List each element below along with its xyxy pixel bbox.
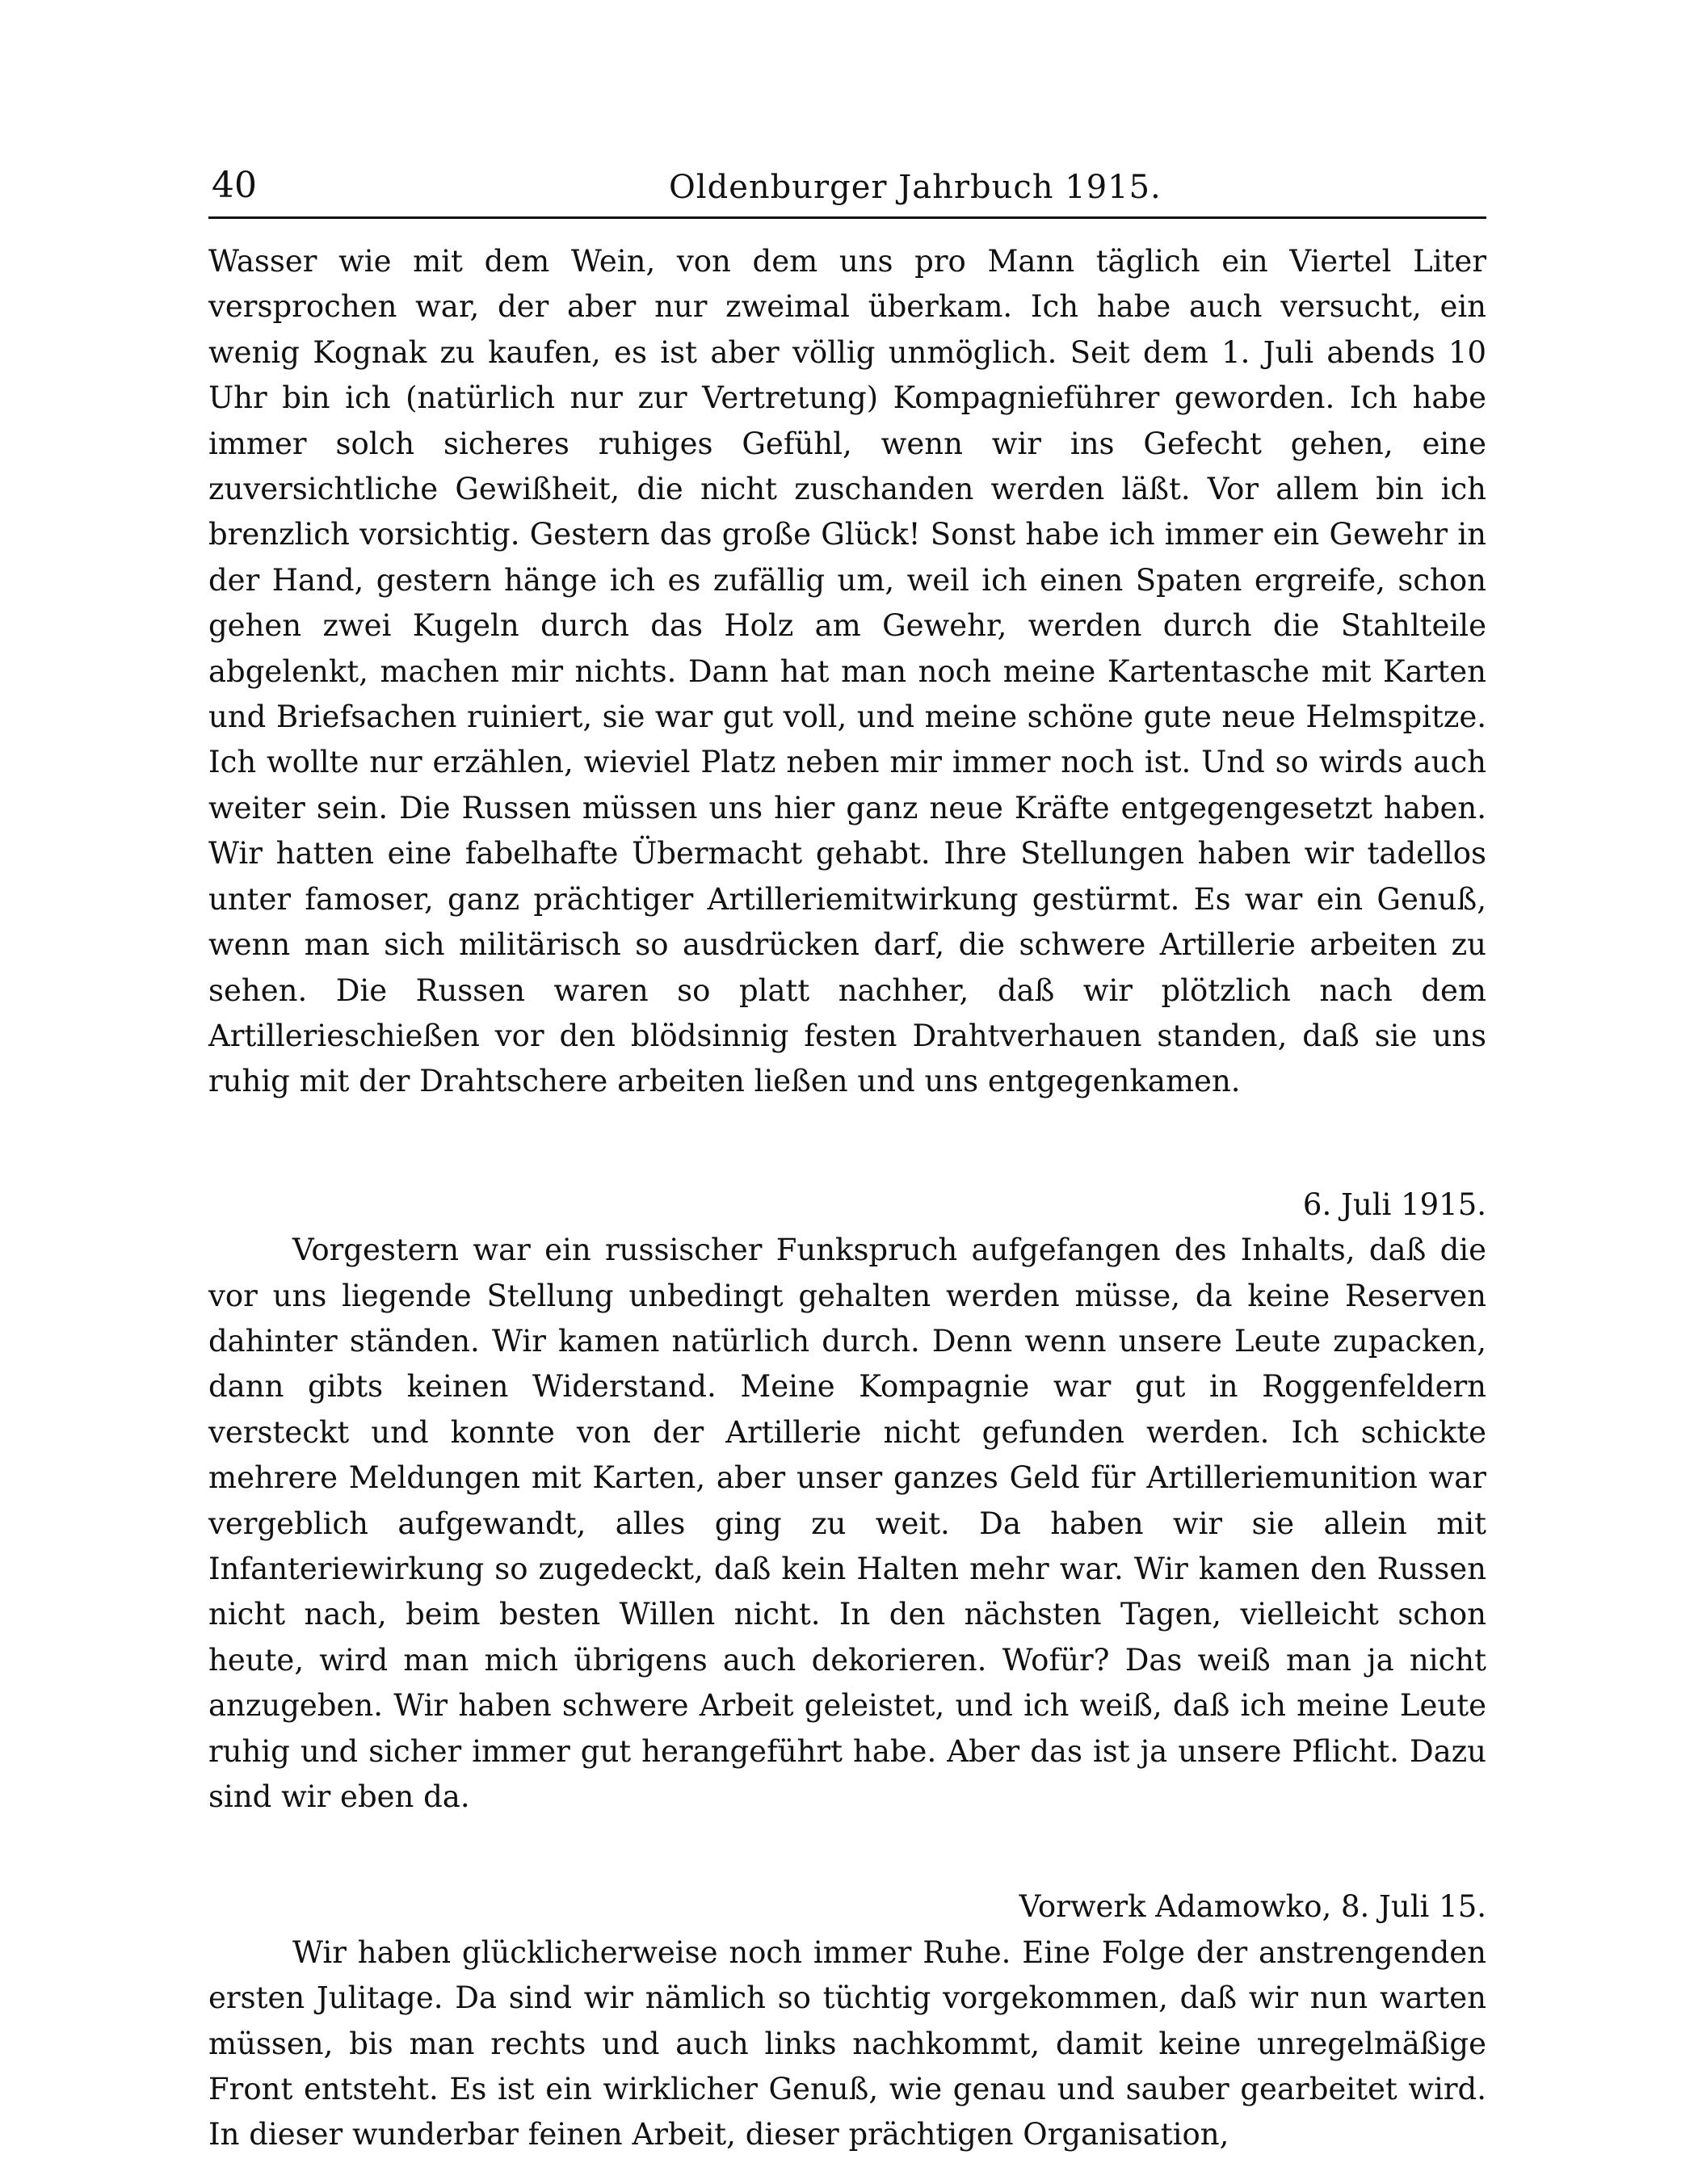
paragraph-6-juli: Vorgestern war ein russischer Funkspruch aufgefangen des Inhalts, daß die vor uns liegende Stellung unbedingt gehalten werden müsse, da keine Reserven dahinter ständen. Wir kamen natürlich durch. Denn wenn unsere Leute zupacken, dann gibts keinen Widerstand. Meine Kompagnie war gut in Roggenfeldern versteckt und konnte von der Artillerie nicht gefunden werden. Ich schickte mehrere Meldungen mit Karten, aber unser ganzes Geld für Artilleriemunition war vergeblich aufgewandt, alles ging zu weit. Da haben wir sie allein mit Infanteriewirkung so zugedeckt, daß kein Halten mehr war. Wir kamen den Russen nicht nach, beim besten Willen nicht. In den nächsten Tagen, vielleicht schon heute, wird man mich übrigens auch dekorieren. Wofür? Das weiß man ja nicht anzugeben. Wir haben schwere Arbeit geleistet, und ich weiß, daß ich meine Leute ruhig und sicher immer gut herangeführt habe. Aber das ist ja unsere Pflicht. Dazu sind wir eben da. xyxy=(208,1233,1486,1814)
page-number: 40 xyxy=(212,165,257,206)
document-page xyxy=(208,0,1486,2184)
paragraph-continued: Wasser wie mit dem Wein, von dem uns pro Mann täglich ein Viertel Liter versprochen war, der aber nur zweimal überkam. Ich habe auch versucht, ein wenig Kognak zu kaufen, es ist aber völlig unmöglich. Seit dem 1. Juli abends 10 Uhr bin ich (natürlich nur zur Vertretung) Kompagnieführer geworden. Ich habe immer solch sicheres ruhiges Gefühl, wenn wir ins Gefecht gehen, eine zuversichtliche Gewißheit, die nicht zuschanden werden läßt. Vor allem bin ich brenzlich vorsichtig. Gestern das große Glück! Sonst habe ich immer ein Gewehr in der Hand, gestern hänge ich es zufällig um, weil ich einen Spaten ergreife, schon gehen zwei Kugeln durch das Holz am Gewehr, werden durch die Stahlteile abgelenkt, machen mir nichts. Dann hat man noch meine Kartentasche mit Karten und Briefsachen ruiniert, sie war gut voll, und meine schöne gute neue Helmspitze. Ich wollte nur erzählen, wieviel Platz neben mir immer noch ist. Und so wirds auch weiter sein. Die Russen müssen uns hier ganz neue Kräfte entgegengesetzt haben. Wir hatten eine fabelhafte Übermacht gehabt. Ihre Stellungen haben wir tadellos unter famoser, ganz prächtiger Artilleriemitwirkung gestürmt. Es war ein Genuß, wenn man sich militärisch so ausdrücken darf, die schwere Artillerie arbeiten zu sehen. Die Russen waren so platt nachher, daß wir plötzlich nach dem Artillerieschießen vor den blödsinnig festen Drahtverhauen standen, daß sie uns ruhig mit der Drahtschere arbeiten ließen und uns entgegenkamen. xyxy=(208,244,1486,1099)
body-text xyxy=(208,239,1486,2158)
page-header xyxy=(208,158,1486,219)
paragraph-8-juli: Wir haben glücklicherweise noch immer Ruhe. Eine Folge der anstrengenden ersten Julitage. Da sind wir nämlich so tüchtig vorgekommen, daß wir nun warten müssen, bis man rechts und auch links nachkommt, damit keine unregelmäßige Front entsteht. Es ist ein wirklicher Genuß, wie genau und sauber gearbeitet wird. In dieser wunderbar feinen Arbeit, dieser prächtigen Organisation, xyxy=(208,1934,1486,2152)
dateline-8-juli: Vorwerk Adamowko, 8. Juli 15. xyxy=(1019,1889,1486,1925)
spacer xyxy=(208,1820,1486,1884)
spacer xyxy=(208,1105,1486,1182)
running-title: Oldenburger Jahrbuch 1915. xyxy=(669,169,1162,206)
dateline-6-juli: 6. Juli 1915. xyxy=(1302,1186,1486,1222)
